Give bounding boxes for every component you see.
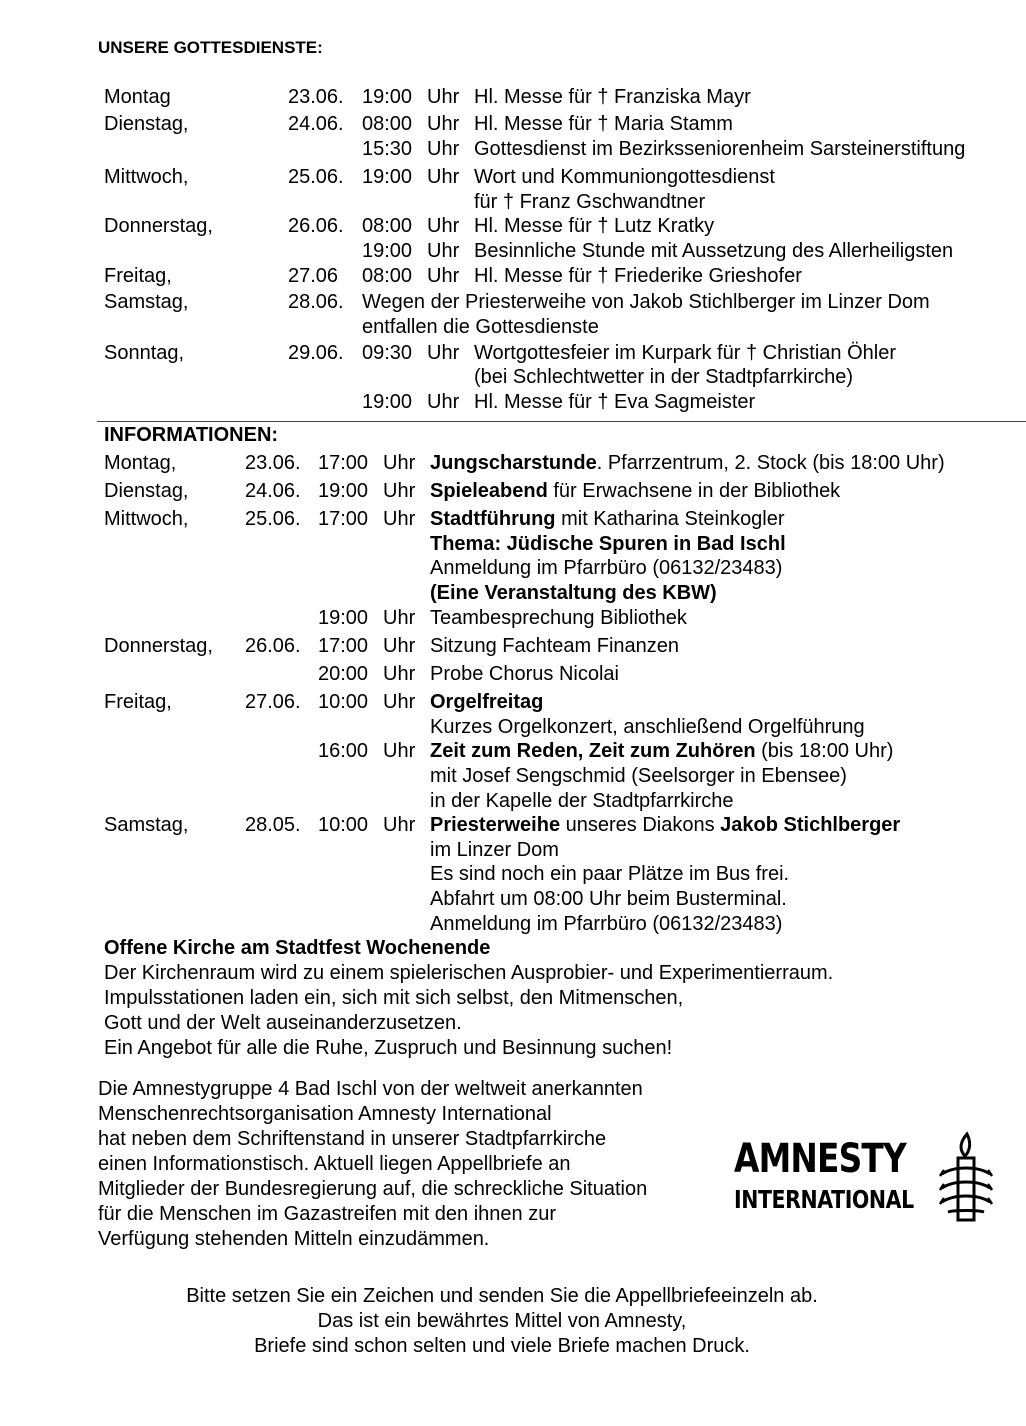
info-row: [0, 532, 1026, 557]
service-text: Hl. Messe für † Franziska Mayr: [474, 86, 751, 108]
info-row: [0, 739, 1026, 764]
info-text: [430, 532, 786, 557]
info-text: [430, 739, 893, 764]
service-uhr: Uhr: [427, 166, 460, 188]
info-highlight: Stadtführung: [430, 508, 556, 530]
open-church-line: Der Kirchenraum wird zu einem spielerischen Ausprobier- und Experimentierraum.: [104, 962, 834, 984]
info-row: [0, 838, 1026, 863]
service-day: Sonntag,: [104, 342, 185, 364]
service-text: Hl. Messe für † Maria Stamm: [474, 113, 733, 135]
info-row: [0, 789, 1026, 814]
service-uhr: Uhr: [427, 113, 460, 135]
info-date: 26.06.: [245, 635, 301, 657]
service-day: Dienstag,: [104, 113, 189, 135]
service-row: [0, 165, 1026, 190]
info-time: 17:00: [318, 508, 369, 530]
info-text: [430, 662, 619, 687]
info-uhr: Uhr: [383, 691, 416, 713]
info-detail: im Linzer Dom: [430, 839, 559, 861]
section-divider: [97, 421, 1026, 422]
info-detail: Anmeldung im Pfarrbüro (06132/23483): [430, 913, 783, 935]
info-highlight: Zeit zum Reden, Zeit zum Zuhören: [430, 740, 756, 762]
service-uhr: Uhr: [427, 391, 460, 413]
info-row: [0, 634, 1026, 659]
service-row: [0, 390, 1026, 415]
service-time: 09:30: [362, 342, 413, 364]
info-date: 24.06.: [245, 480, 301, 502]
info-row: [0, 690, 1026, 715]
amnesty-text-line: Die Amnestygruppe 4 Bad Ischl von der weltweit anerkannten: [98, 1078, 643, 1100]
info-detail: Probe Chorus Nicolai: [430, 663, 619, 685]
info-time: 10:00: [318, 691, 369, 713]
info-detail: Teambesprechung Bibliothek: [430, 607, 687, 629]
service-row: [0, 190, 1026, 215]
service-row: [0, 112, 1026, 137]
info-date: 27.06.: [245, 691, 301, 713]
info-text: [430, 764, 847, 789]
info-row: [0, 662, 1026, 687]
info-highlight: (Eine Veranstaltung des KBW): [430, 582, 717, 604]
service-row: [0, 315, 1026, 340]
info-highlight: Jakob Stichlberger: [720, 814, 901, 836]
info-text: [430, 581, 717, 606]
info-day: Mittwoch,: [104, 508, 189, 530]
service-note: Wegen der Priesterweihe von Jakob Stichlberger im Linzer Dom: [362, 291, 930, 313]
service-day: Freitag,: [104, 265, 172, 287]
info-uhr: Uhr: [383, 814, 416, 836]
info-text: [430, 813, 900, 838]
info-text: [430, 606, 687, 631]
service-date: 29.06.: [288, 342, 344, 364]
info-row: [0, 507, 1026, 532]
info-day: Freitag,: [104, 691, 172, 713]
info-row: [0, 887, 1026, 912]
info-row: [0, 813, 1026, 838]
info-text: [430, 690, 543, 715]
service-row: [0, 341, 1026, 366]
amnesty-text-line: Mitglieder der Bundesregierung auf, die schreckliche Situation: [98, 1178, 648, 1200]
amnesty-text-line: Verfügung stehenden Mitteln einzudämmen.: [98, 1228, 490, 1250]
info-date: 25.06.: [245, 508, 301, 530]
info-row: [0, 479, 1026, 504]
info-time: 10:00: [318, 814, 369, 836]
info-uhr: Uhr: [383, 480, 416, 502]
service-uhr: Uhr: [427, 215, 460, 237]
service-date: 24.06.: [288, 113, 344, 135]
info-day: Montag,: [104, 452, 177, 474]
service-row: [0, 85, 1026, 110]
info-date: 28.05.: [245, 814, 301, 836]
info-text: [430, 912, 782, 937]
info-text: [430, 887, 787, 912]
info-date: 23.06.: [245, 452, 301, 474]
info-row: [0, 715, 1026, 740]
amnesty-text-line: Menschenrechtsorganisation Amnesty International: [98, 1103, 552, 1125]
service-text: Hl. Messe für † Friederike Grieshofer: [474, 265, 802, 287]
service-row: [0, 239, 1026, 264]
service-row: [0, 365, 1026, 390]
info-highlight: Priesterweihe: [430, 814, 561, 836]
service-uhr: Uhr: [427, 342, 460, 364]
service-date: 28.06.: [288, 291, 344, 313]
info-highlight: Orgelfreitag: [430, 691, 544, 713]
info-text: [430, 479, 840, 504]
info-row: [0, 581, 1026, 606]
info-highlight: Spieleabend: [430, 480, 548, 502]
closing-line: Bitte setzen Sie ein Zeichen und senden Sie die Appellbriefeeinzeln ab.: [186, 1285, 818, 1307]
service-date: 25.06.: [288, 166, 344, 188]
info-detail: (bis 18:00 Uhr): [755, 740, 894, 762]
service-uhr: Uhr: [427, 138, 460, 160]
service-text: (bei Schlechtwetter in der Stadtpfarrkirche): [474, 366, 854, 388]
info-detail: Anmeldung im Pfarrbüro (06132/23483): [430, 557, 783, 579]
info-day: Donnerstag,: [104, 635, 213, 657]
info-row: [0, 764, 1026, 789]
service-uhr: Uhr: [427, 86, 460, 108]
service-uhr: Uhr: [427, 240, 460, 262]
service-day: Mittwoch,: [104, 166, 189, 188]
info-day: Samstag,: [104, 814, 189, 836]
info-time: 16:00: [318, 740, 369, 762]
info-uhr: Uhr: [383, 508, 416, 530]
service-row: [0, 137, 1026, 162]
amnesty-logo: [730, 1130, 1000, 1226]
info-detail: Sitzung Fachteam Finanzen: [430, 635, 680, 657]
service-row: [0, 214, 1026, 239]
service-text: Wort und Kommuniongottesdienst: [474, 166, 775, 188]
info-text: [430, 634, 679, 659]
info-detail: unseres Diakons: [560, 814, 721, 836]
service-uhr: Uhr: [427, 265, 460, 287]
service-time: 08:00: [362, 265, 413, 287]
info-row: [0, 451, 1026, 476]
service-time: 15:30: [362, 138, 413, 160]
service-time: 08:00: [362, 113, 413, 135]
info-detail: Abfahrt um 08:00 Uhr beim Busterminal.: [430, 888, 787, 910]
info-highlight: Jungscharstunde: [430, 452, 597, 474]
service-text: für † Franz Gschwandtner: [474, 191, 706, 213]
info-row: [0, 606, 1026, 631]
info-time: 17:00: [318, 452, 369, 474]
service-date: 23.06.: [288, 86, 344, 108]
amnesty-logo-subword: INTERNATIONAL: [734, 1185, 914, 1214]
info-row: [0, 862, 1026, 887]
service-text: Hl. Messe für † Eva Sagmeister: [474, 391, 756, 413]
info-text: [430, 862, 789, 887]
info-text: [430, 789, 734, 814]
info-detail: mit Katharina Steinkogler: [555, 508, 785, 530]
service-note: entfallen die Gottesdienste: [362, 316, 599, 338]
info-detail: mit Josef Sengschmid (Seelsorger in Ebensee): [430, 765, 847, 787]
info-day: Dienstag,: [104, 480, 189, 502]
open-church-title: Offene Kirche am Stadtfest Wochenende: [104, 937, 491, 959]
services-heading: UNSERE GOTTESDIENSTE:: [98, 38, 323, 57]
info-text: [430, 507, 785, 532]
service-date: 27.06: [288, 265, 339, 287]
info-detail: Es sind noch ein paar Plätze im Bus frei.: [430, 863, 790, 885]
candle-barbed-wire-icon: [934, 1130, 996, 1226]
info-text: [430, 715, 865, 740]
info-detail: . Pfarrzentrum, 2. Stock (bis 18:00 Uhr): [596, 452, 945, 474]
info-text: [430, 451, 945, 476]
info-highlight: Thema: Jüdische Spuren in Bad Ischl: [430, 533, 786, 555]
open-church-line: Impulsstationen laden ein, sich mit sich selbst, den Mitmenschen,: [104, 987, 684, 1009]
amnesty-text-line: für die Menschen im Gazastreifen mit den ihnen zur: [98, 1203, 556, 1225]
service-time: 19:00: [362, 166, 413, 188]
amnesty-text-line: einen Informationstisch. Aktuell liegen Appellbriefe an: [98, 1153, 571, 1175]
info-time: 20:00: [318, 663, 369, 685]
info-time: 19:00: [318, 480, 369, 502]
service-text: Gottesdienst im Bezirksseniorenheim Sarsteinerstiftung: [474, 138, 966, 160]
open-church-line: Ein Angebot für alle die Ruhe, Zuspruch und Besinnung suchen!: [104, 1037, 673, 1059]
info-time: 17:00: [318, 635, 369, 657]
service-row: [0, 290, 1026, 315]
amnesty-logo-word: AMNESTY: [734, 1136, 906, 1182]
info-detail: in der Kapelle der Stadtpfarrkirche: [430, 790, 734, 812]
info-uhr: Uhr: [383, 452, 416, 474]
open-church-line: Gott und der Welt auseinanderzusetzen.: [104, 1012, 462, 1034]
info-detail: für Erwachsene in der Bibliothek: [547, 480, 841, 502]
closing-line: Briefe sind schon selten und viele Briefe machen Druck.: [254, 1335, 750, 1357]
service-day: Donnerstag,: [104, 215, 213, 237]
info-uhr: Uhr: [383, 663, 416, 685]
amnesty-text-line: hat neben dem Schriftenstand in unserer Stadtpfarrkirche: [98, 1128, 607, 1150]
info-uhr: Uhr: [383, 607, 416, 629]
info-detail: Kurzes Orgelkonzert, anschließend Orgelführung: [430, 716, 865, 738]
service-time: 19:00: [362, 86, 413, 108]
service-text: Hl. Messe für † Lutz Kratky: [474, 215, 715, 237]
info-text: [430, 838, 559, 863]
closing-line: Das ist ein bewährtes Mittel von Amnesty,: [317, 1310, 687, 1332]
service-day: Samstag,: [104, 291, 189, 313]
info-uhr: Uhr: [383, 740, 416, 762]
info-row: [0, 912, 1026, 937]
service-date: 26.06.: [288, 215, 344, 237]
service-row: [0, 264, 1026, 289]
service-day: Montag: [104, 86, 171, 108]
service-time: 08:00: [362, 215, 413, 237]
service-text: Wortgottesfeier im Kurpark für † Christian Öhler: [474, 342, 897, 364]
info-text: [430, 556, 782, 581]
info-uhr: Uhr: [383, 635, 416, 657]
service-time: 19:00: [362, 240, 413, 262]
info-row: [0, 556, 1026, 581]
info-heading: INFORMATIONEN:: [104, 424, 279, 446]
info-time: 19:00: [318, 607, 369, 629]
service-time: 19:00: [362, 391, 413, 413]
service-text: Besinnliche Stunde mit Aussetzung des Allerheiligsten: [474, 240, 954, 262]
